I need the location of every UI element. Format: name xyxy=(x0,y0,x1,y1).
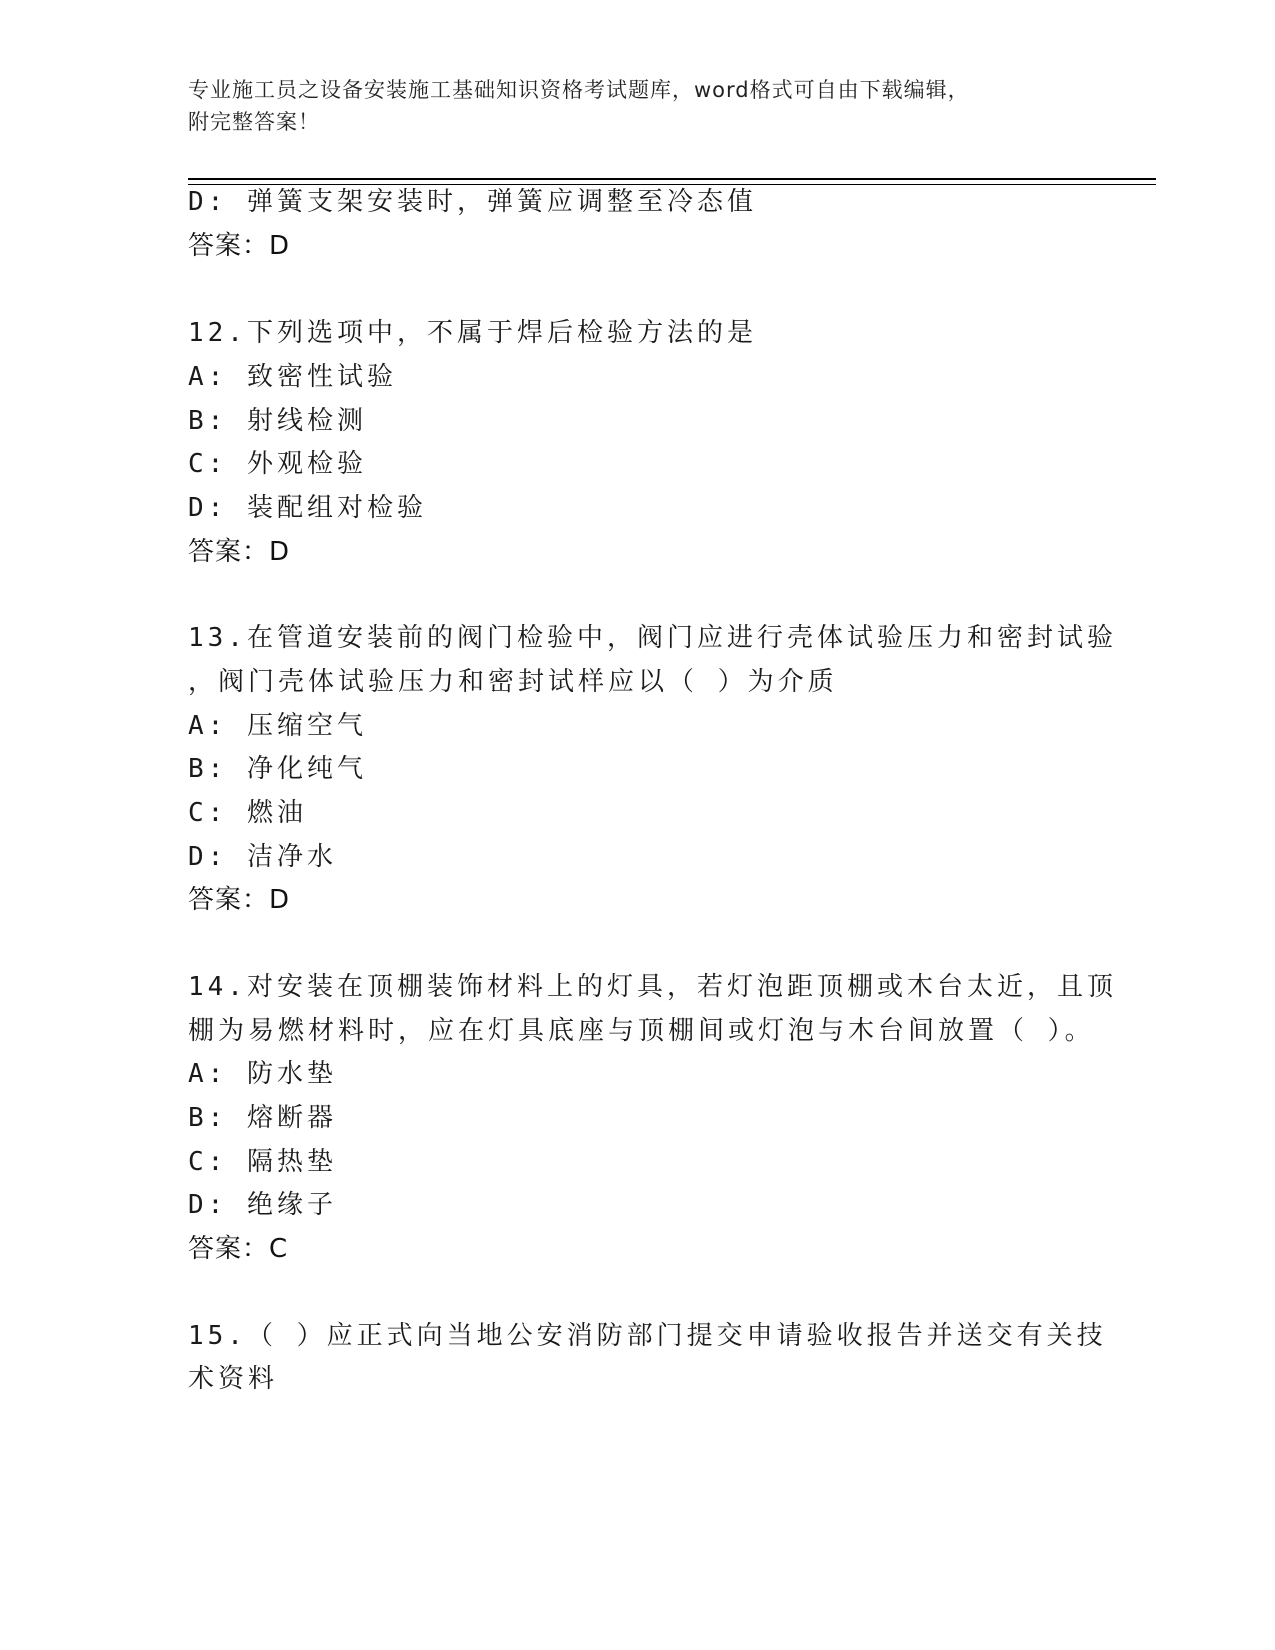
q14-option-a: A: 防水垫 xyxy=(188,1059,337,1089)
q14-stem-line-2: 棚为易燃材料时，应在灯具底座与顶棚间或灯泡与木台间放置（ ）。 xyxy=(188,1016,1095,1046)
q12-option-d: D: 装配组对检验 xyxy=(188,493,427,523)
q11-option-d: D: 弹簧支架安装时，弹簧应调整至冷态值 xyxy=(188,187,757,217)
q13-option-c: C: 燃油 xyxy=(188,798,307,828)
q13-option-b: B: 净化纯气 xyxy=(188,754,367,784)
q14-option-d: D: 绝缘子 xyxy=(188,1190,337,1220)
header-line-2: 附完整答案！ xyxy=(188,110,320,134)
q14-option-b: B: 熔断器 xyxy=(188,1103,337,1133)
q12-option-c: C: 外观检验 xyxy=(188,449,367,479)
q15-stem-line-2: 术资料 xyxy=(188,1364,279,1394)
q13-stem-line-1: 13.在管道安装前的阀门检验中，阀门应进行壳体试验压力和密封试验 xyxy=(188,623,1117,653)
q13-answer: 答案：D xyxy=(188,885,291,915)
q13-option-d: D: 洁净水 xyxy=(188,842,337,872)
q13-stem-line-2: ，阀门壳体试验压力和密封试样应以（ ）为介质 xyxy=(188,667,838,697)
header-divider-thick xyxy=(188,178,1156,180)
q14-stem-line-1: 14.对安装在顶棚装饰材料上的灯具，若灯泡距顶棚或木台太近，且顶 xyxy=(188,972,1117,1002)
q12-option-b: B: 射线检测 xyxy=(188,406,367,436)
q15-stem-line-1: 15.（ ）应正式向当地公安消防部门提交申请验收报告并送交有关技 xyxy=(188,1321,1107,1351)
q14-answer: 答案：C xyxy=(188,1234,289,1264)
q12-answer: 答案：D xyxy=(188,537,291,567)
q12-option-a: A: 致密性试验 xyxy=(188,362,397,392)
q13-option-a: A: 压缩空气 xyxy=(188,711,367,741)
document-header xyxy=(188,74,1088,138)
q14-option-c: C: 隔热垫 xyxy=(188,1147,337,1177)
q11-answer: 答案：D xyxy=(188,231,291,261)
header-line-1: 专业施工员之设备安装施工基础知识资格考试题库，word格式可自由下载编辑， xyxy=(188,78,970,102)
q12-stem: 12.下列选项中，不属于焊后检验方法的是 xyxy=(188,318,757,348)
